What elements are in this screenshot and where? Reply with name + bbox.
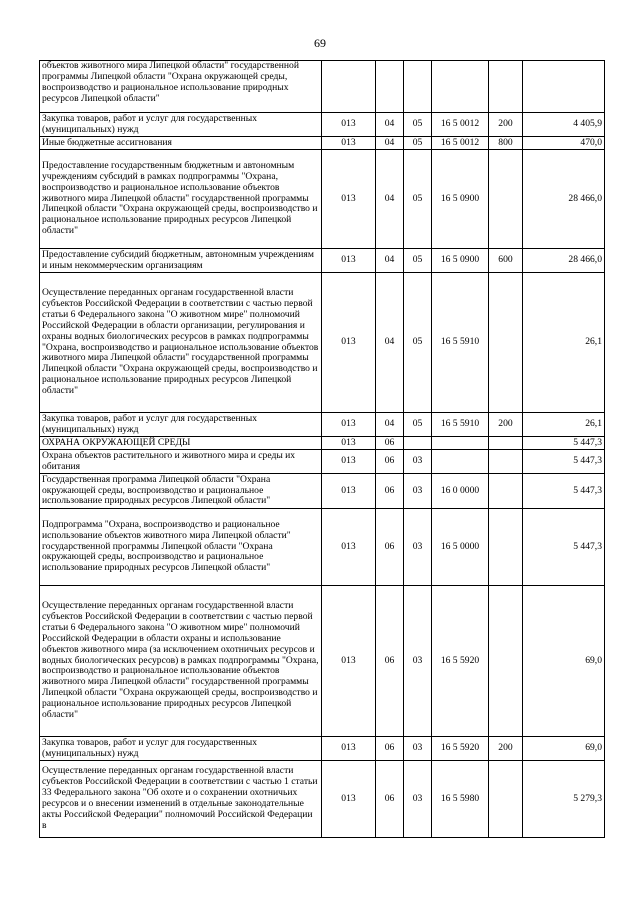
cell-amount: 69,0 — [523, 586, 605, 737]
cell-description: Осуществление переданных органам государственной власти субъектов Российской Федерации в соответствии с частью первой статьи 6 Федерального закона "О животном мире" полномочий Российской Федерации в области организации, регулирования и охраны водных биологических ресурсов в рамках подпрограммы "Охрана, воспроизводство и рациональное использование объектов животного мира Липецкой области" государственной программы Липецкой области "Охрана окружающей среды, воспроизводство и рациональное использование природных ресурсов Липецкой области" — [40, 273, 322, 413]
cell-ved: 013 — [322, 737, 376, 761]
table-row — [40, 113, 605, 137]
cell-amount: 5 447,3 — [523, 509, 605, 586]
cell-description: Осуществление переданных органам государственной власти субъектов Российской Федерации в соответствии с частью 1 статьи 33 Федерального закона "Об охоте и о сохранении охотничьих ресурсов и о внесении изменений в отдельные законодательные акты Российской Федерации" полномочий Российской Федерации в — [40, 761, 322, 838]
cell-expense-type: 200 — [489, 737, 523, 761]
cell-expense-type — [489, 474, 523, 509]
cell-ved: 013 — [322, 437, 376, 450]
cell-subsection: 05 — [404, 137, 432, 150]
cell-section: 04 — [376, 273, 404, 413]
cell-target-article: 16 5 5920 — [432, 586, 489, 737]
table-row — [40, 737, 605, 761]
cell-subsection: 05 — [404, 113, 432, 137]
cell-target-article: 16 5 0012 — [432, 137, 489, 150]
cell-expense-type — [489, 273, 523, 413]
cell-target-article: 16 5 5980 — [432, 761, 489, 838]
cell-section: 06 — [376, 437, 404, 450]
cell-ved: 013 — [322, 273, 376, 413]
cell-description: ОХРАНА ОКРУЖАЮЩЕЙ СРЕДЫ — [40, 437, 322, 450]
cell-description: Государственная программа Липецкой области "Охрана окружающей среды, воспроизводство и рациональное использование природных ресурсов Липецкой области" — [40, 474, 322, 509]
cell-amount: 5 447,3 — [523, 450, 605, 474]
cell-section: 06 — [376, 509, 404, 586]
table-row — [40, 761, 605, 838]
cell-expense-type: 800 — [489, 137, 523, 150]
cell-subsection: 05 — [404, 150, 432, 249]
cell-section: 06 — [376, 586, 404, 737]
cell-ved: 013 — [322, 509, 376, 586]
cell-section — [376, 61, 404, 113]
cell-expense-type — [489, 586, 523, 737]
table-row — [40, 437, 605, 450]
cell-amount: 470,0 — [523, 137, 605, 150]
table-row — [40, 61, 605, 113]
cell-section: 04 — [376, 137, 404, 150]
cell-description: Охрана объектов растительного и животного мира и среды их обитания — [40, 450, 322, 474]
cell-amount: 4 405,9 — [523, 113, 605, 137]
cell-description: Иные бюджетные ассигнования — [40, 137, 322, 150]
cell-section: 04 — [376, 249, 404, 273]
cell-description: Закупка товаров, работ и услуг для государственных (муниципальных) нужд — [40, 737, 322, 761]
cell-amount: 5 279,3 — [523, 761, 605, 838]
cell-subsection — [404, 61, 432, 113]
cell-section: 06 — [376, 450, 404, 474]
cell-expense-type — [489, 761, 523, 838]
cell-amount — [523, 61, 605, 113]
table-row — [40, 137, 605, 150]
table-row — [40, 586, 605, 737]
table-row — [40, 450, 605, 474]
cell-subsection: 05 — [404, 249, 432, 273]
cell-ved: 013 — [322, 413, 376, 437]
cell-amount: 28 466,0 — [523, 249, 605, 273]
cell-subsection: 05 — [404, 413, 432, 437]
cell-expense-type: 600 — [489, 249, 523, 273]
cell-description: Предоставление государственным бюджетным и автономным учреждениям субсидий в рамках подпрограммы "Охрана, воспроизводство и рациональное использование объектов животного мира Липецкой области" государственной программы Липецкой области "Охрана окружающей среды, воспроизводство и рациональное использование природных ресурсов Липецкой области" — [40, 150, 322, 249]
cell-amount: 69,0 — [523, 737, 605, 761]
cell-expense-type: 200 — [489, 413, 523, 437]
cell-amount: 5 447,3 — [523, 474, 605, 509]
cell-description: Предоставление субсидий бюджетным, автономным учреждениям и иным некоммерческим организациям — [40, 249, 322, 273]
cell-section: 06 — [376, 737, 404, 761]
cell-ved — [322, 61, 376, 113]
cell-target-article — [432, 437, 489, 450]
cell-subsection — [404, 437, 432, 450]
cell-target-article: 16 5 0000 — [432, 509, 489, 586]
cell-target-article: 16 0 0000 — [432, 474, 489, 509]
cell-subsection: 03 — [404, 474, 432, 509]
cell-ved: 013 — [322, 761, 376, 838]
cell-section: 04 — [376, 150, 404, 249]
cell-section: 04 — [376, 413, 404, 437]
cell-expense-type — [489, 437, 523, 450]
cell-section: 06 — [376, 474, 404, 509]
cell-amount: 26,1 — [523, 413, 605, 437]
table-row — [40, 273, 605, 413]
cell-subsection: 03 — [404, 761, 432, 838]
cell-description: Подпрограмма "Охрана, воспроизводство и рациональное использование объектов животного мира Липецкой области" государственной программы Липецкой области "Охрана окружающей среды, воспроизводство и рациональное использование природных ресурсов Липецкой области" — [40, 509, 322, 586]
cell-section: 06 — [376, 761, 404, 838]
cell-expense-type: 200 — [489, 113, 523, 137]
cell-target-article: 16 5 5910 — [432, 413, 489, 437]
cell-ved: 013 — [322, 474, 376, 509]
page-number: 69 — [314, 36, 326, 50]
cell-description: Осуществление переданных органам государственной власти субъектов Российской Федерации в соответствии с частью первой статьи 6 Федерального закона "О животном мире" полномочий Российской Федерации в области охраны и использование объектов животного мира (за исключением охотничьих ресурсов и водных биологических ресурсов) в рамках подпрограммы "Охрана, воспроизводство и рациональное использование объектов животного мира Липецкой области" государственной программы Липецкой области "Охрана окружающей среды, воспроизводство и рациональное использование природных ресурсов Липецкой области" — [40, 586, 322, 737]
table-row — [40, 150, 605, 249]
cell-ved: 013 — [322, 450, 376, 474]
table-row — [40, 249, 605, 273]
cell-subsection: 03 — [404, 509, 432, 586]
cell-ved: 013 — [322, 137, 376, 150]
cell-expense-type — [489, 61, 523, 113]
cell-ved: 013 — [322, 150, 376, 249]
cell-expense-type — [489, 450, 523, 474]
cell-ved: 013 — [322, 249, 376, 273]
cell-target-article — [432, 450, 489, 474]
cell-subsection: 05 — [404, 273, 432, 413]
cell-target-article: 16 5 0900 — [432, 249, 489, 273]
cell-expense-type — [489, 509, 523, 586]
cell-description: Закупка товаров, работ и услуг для государственных (муниципальных) нужд — [40, 113, 322, 137]
budget-table — [39, 60, 605, 838]
cell-expense-type — [489, 150, 523, 249]
table-row — [40, 509, 605, 586]
cell-amount: 26,1 — [523, 273, 605, 413]
cell-target-article: 16 5 5920 — [432, 737, 489, 761]
cell-target-article: 16 5 0012 — [432, 113, 489, 137]
cell-subsection: 03 — [404, 737, 432, 761]
cell-amount: 5 447,3 — [523, 437, 605, 450]
cell-subsection: 03 — [404, 450, 432, 474]
cell-description: объектов животного мира Липецкой области" государственной программы Липецкой области "Охрана окружающей среды, воспроизводство и рациональное использование природных ресурсов Липецкой области" — [40, 61, 322, 113]
cell-target-article: 16 5 5910 — [432, 273, 489, 413]
table-row — [40, 474, 605, 509]
cell-target-article: 16 5 0900 — [432, 150, 489, 249]
cell-ved: 013 — [322, 586, 376, 737]
cell-section: 04 — [376, 113, 404, 137]
table-row — [40, 413, 605, 437]
cell-ved: 013 — [322, 113, 376, 137]
cell-amount: 28 466,0 — [523, 150, 605, 249]
cell-description: Закупка товаров, работ и услуг для государственных (муниципальных) нужд — [40, 413, 322, 437]
cell-subsection: 03 — [404, 586, 432, 737]
cell-target-article — [432, 61, 489, 113]
